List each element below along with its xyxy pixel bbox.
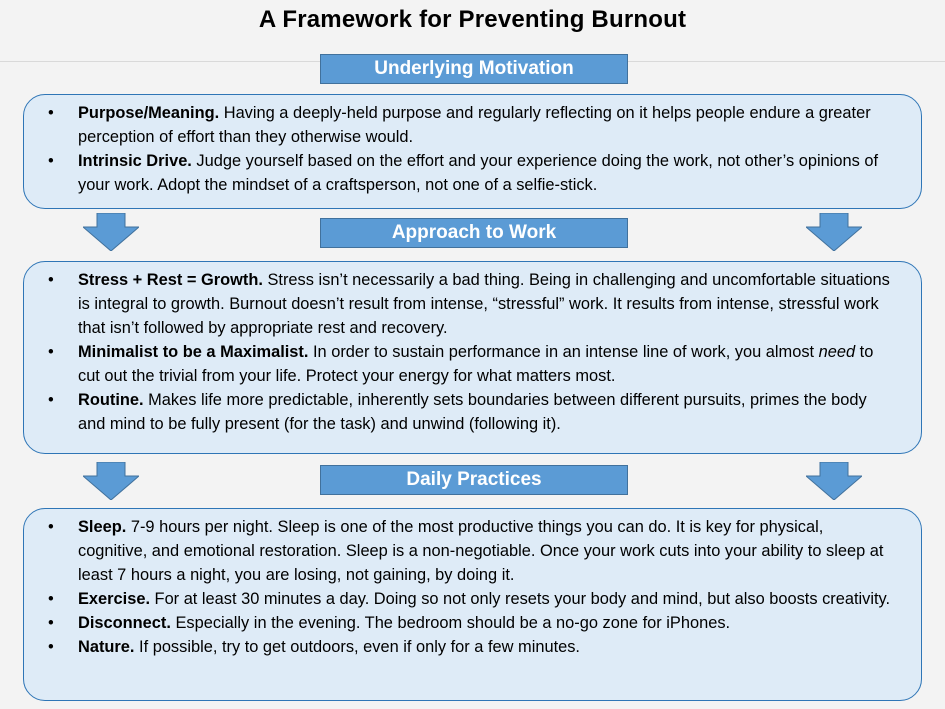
down-arrow-icon [806,462,862,500]
down-arrow-icon [83,213,139,251]
item-text-emphasis: need [818,343,856,361]
item-text: Especially in the evening. The bedroom should be a no-go zone for iPhones. [170,614,731,632]
item-text: 7-9 hours per night. Sleep is one of the most productive things you can do. It is key for physical, cognitive, and emotional restoration. Sleep is a non-negotiable. Once your work cuts into your ability to sleep at least 7 hours a night, you are losing, not gaining, by doing it. [78,518,884,584]
item-term: Intrinsic Drive. [78,152,192,170]
list-item-routine [78,388,897,436]
list-item-sleep [78,515,897,587]
section-box-daily-practices [23,508,922,701]
bullet-list [78,268,897,436]
list-item-purpose-meaning [78,101,897,149]
item-text: Having a deeply-held purpose and regularly reflecting on it helps people endure a greater perception of effort than they otherwise would. [78,104,871,146]
list-item-nature [78,635,897,659]
list-item-disconnect [78,611,897,635]
page-title: A Framework for Preventing Burnout [258,6,687,33]
item-text: Makes life more predictable, inherently sets boundaries between different pursuits, primes the body and mind to be fully present (for the task) and unwind (following it). [78,391,867,433]
list-item-stress-rest-growth [78,268,897,340]
item-term: Exercise. [78,590,150,608]
list-item-intrinsic-drive [78,149,897,197]
bullet-list [78,515,897,659]
down-arrow-icon [83,462,139,500]
item-text: If possible, try to get outdoors, even if only for a few minutes. [134,638,580,656]
section-header-underlying-motivation: Underlying Motivation [320,54,628,84]
item-term: Stress + Rest = Growth. [78,271,263,289]
item-text-before: In order to sustain performance in an intense line of work, you almost [308,343,819,361]
section-box-approach-to-work [23,261,922,454]
item-term: Routine. [78,391,144,409]
item-term: Disconnect. [78,614,171,632]
item-text: Judge yourself based on the effort and your experience doing the work, not other’s opinions of your work. Adopt the mindset of a craftsperson, not one of a selfie-stick. [78,152,879,194]
section-box-underlying-motivation [23,94,922,209]
list-item-minimalist [78,340,897,388]
item-text-after: to cut out the trivial from your life. Protect your energy for what matters most. [78,343,874,385]
bullet-list [78,101,897,197]
item-term: Sleep. [78,518,127,536]
item-term: Minimalist to be a Maximalist. [78,343,309,361]
down-arrow-icon [806,213,862,251]
section-header-daily-practices: Daily Practices [320,465,628,495]
section-header-approach-to-work: Approach to Work [320,218,628,248]
item-text: For at least 30 minutes a day. Doing so not only resets your body and mind, but also boosts creativity. [150,590,891,608]
list-item-exercise [78,587,897,611]
item-term: Nature. [78,638,135,656]
item-term: Purpose/Meaning. [78,104,220,122]
item-text: Stress isn’t necessarily a bad thing. Being in challenging and uncomfortable situations is integral to growth. Burnout doesn’t result from intense, “stressful” work. It results from intense, stressful work that isn’t followed by appropriate rest and recovery. [78,271,890,337]
